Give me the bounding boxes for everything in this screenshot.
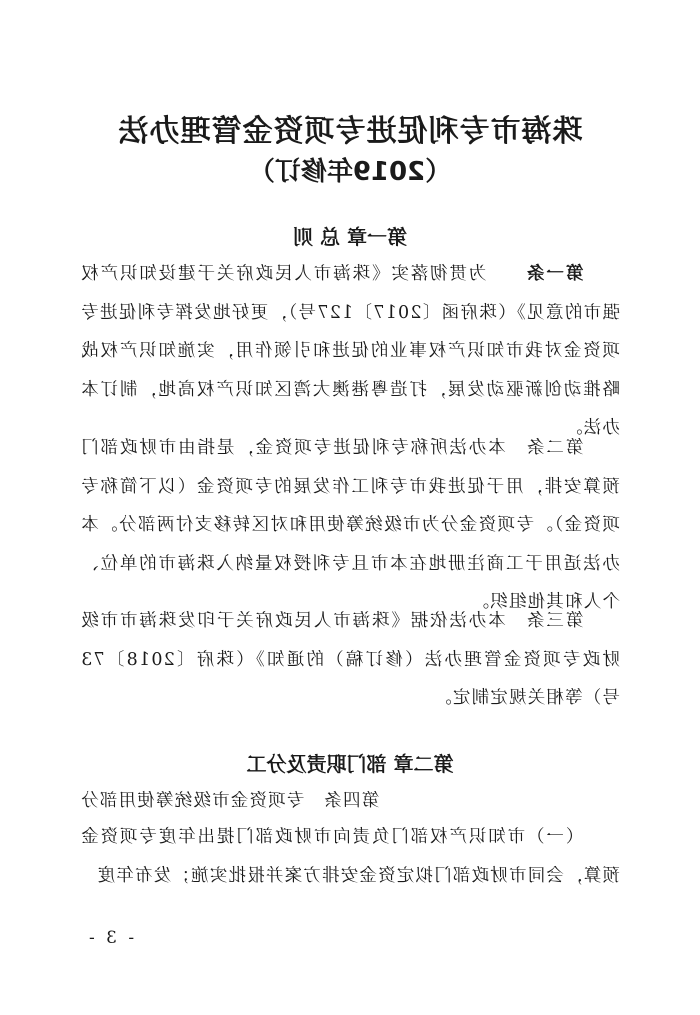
- document-subtitle: （2019年修订）: [248, 157, 452, 187]
- page-number: - 3 -: [85, 928, 135, 948]
- chapter-2-heading: 第二章 部门职责及分工: [246, 752, 454, 776]
- article-1-paragraph: [80, 255, 620, 448]
- article-3-text: 第三条 本办法依据《珠海市人民政府关于印发珠海市市级财政专项资金管理办法（修订稿）的通知》（珠府〔2018〕73号）等相关规定制定。: [80, 611, 620, 709]
- article-4-paragraph: [80, 818, 620, 895]
- article-1-text: 为贯彻落实《珠海市人民政府关于建设知识产权强市的意见》（珠府函〔2017〕127号），更好地发挥专利促进专项资金对我市知识产权事业的促进和引领作用，实施知识产权战略推动创新驱动发展，打造粤港澳大湾区知识产权高地，制订本办法。: [79, 264, 620, 439]
- article-4-heading: 第四条 专项资金市级统筹使用部分: [80, 791, 380, 811]
- article-4-text: （一）市知识产权部门负责向市财政部门提出年度专项资金预算，会同市财政部门拟定资金安排方案并报批实施；发布年度: [80, 827, 620, 886]
- article-3-paragraph: [80, 602, 620, 718]
- article-2-paragraph: [80, 429, 620, 622]
- article-1-label: 第一条: [525, 264, 584, 284]
- document-title: 珠海市专利促进专项资金管理办法: [117, 114, 583, 149]
- chapter-1-heading: 第一章 总 则: [293, 225, 407, 249]
- article-2-text: 第二条 本办法所称专利促进专项资金，是指由市财政部门预算安排，用于促进我市专利工作发展的专项资金（以下简称专项资金）。专项资金分为市级统筹使用和对区转移支付两部分。本办法适用于工商注册地在本市且专利授权量纳入珠海市的单位、个人和其他组织。: [80, 438, 620, 613]
